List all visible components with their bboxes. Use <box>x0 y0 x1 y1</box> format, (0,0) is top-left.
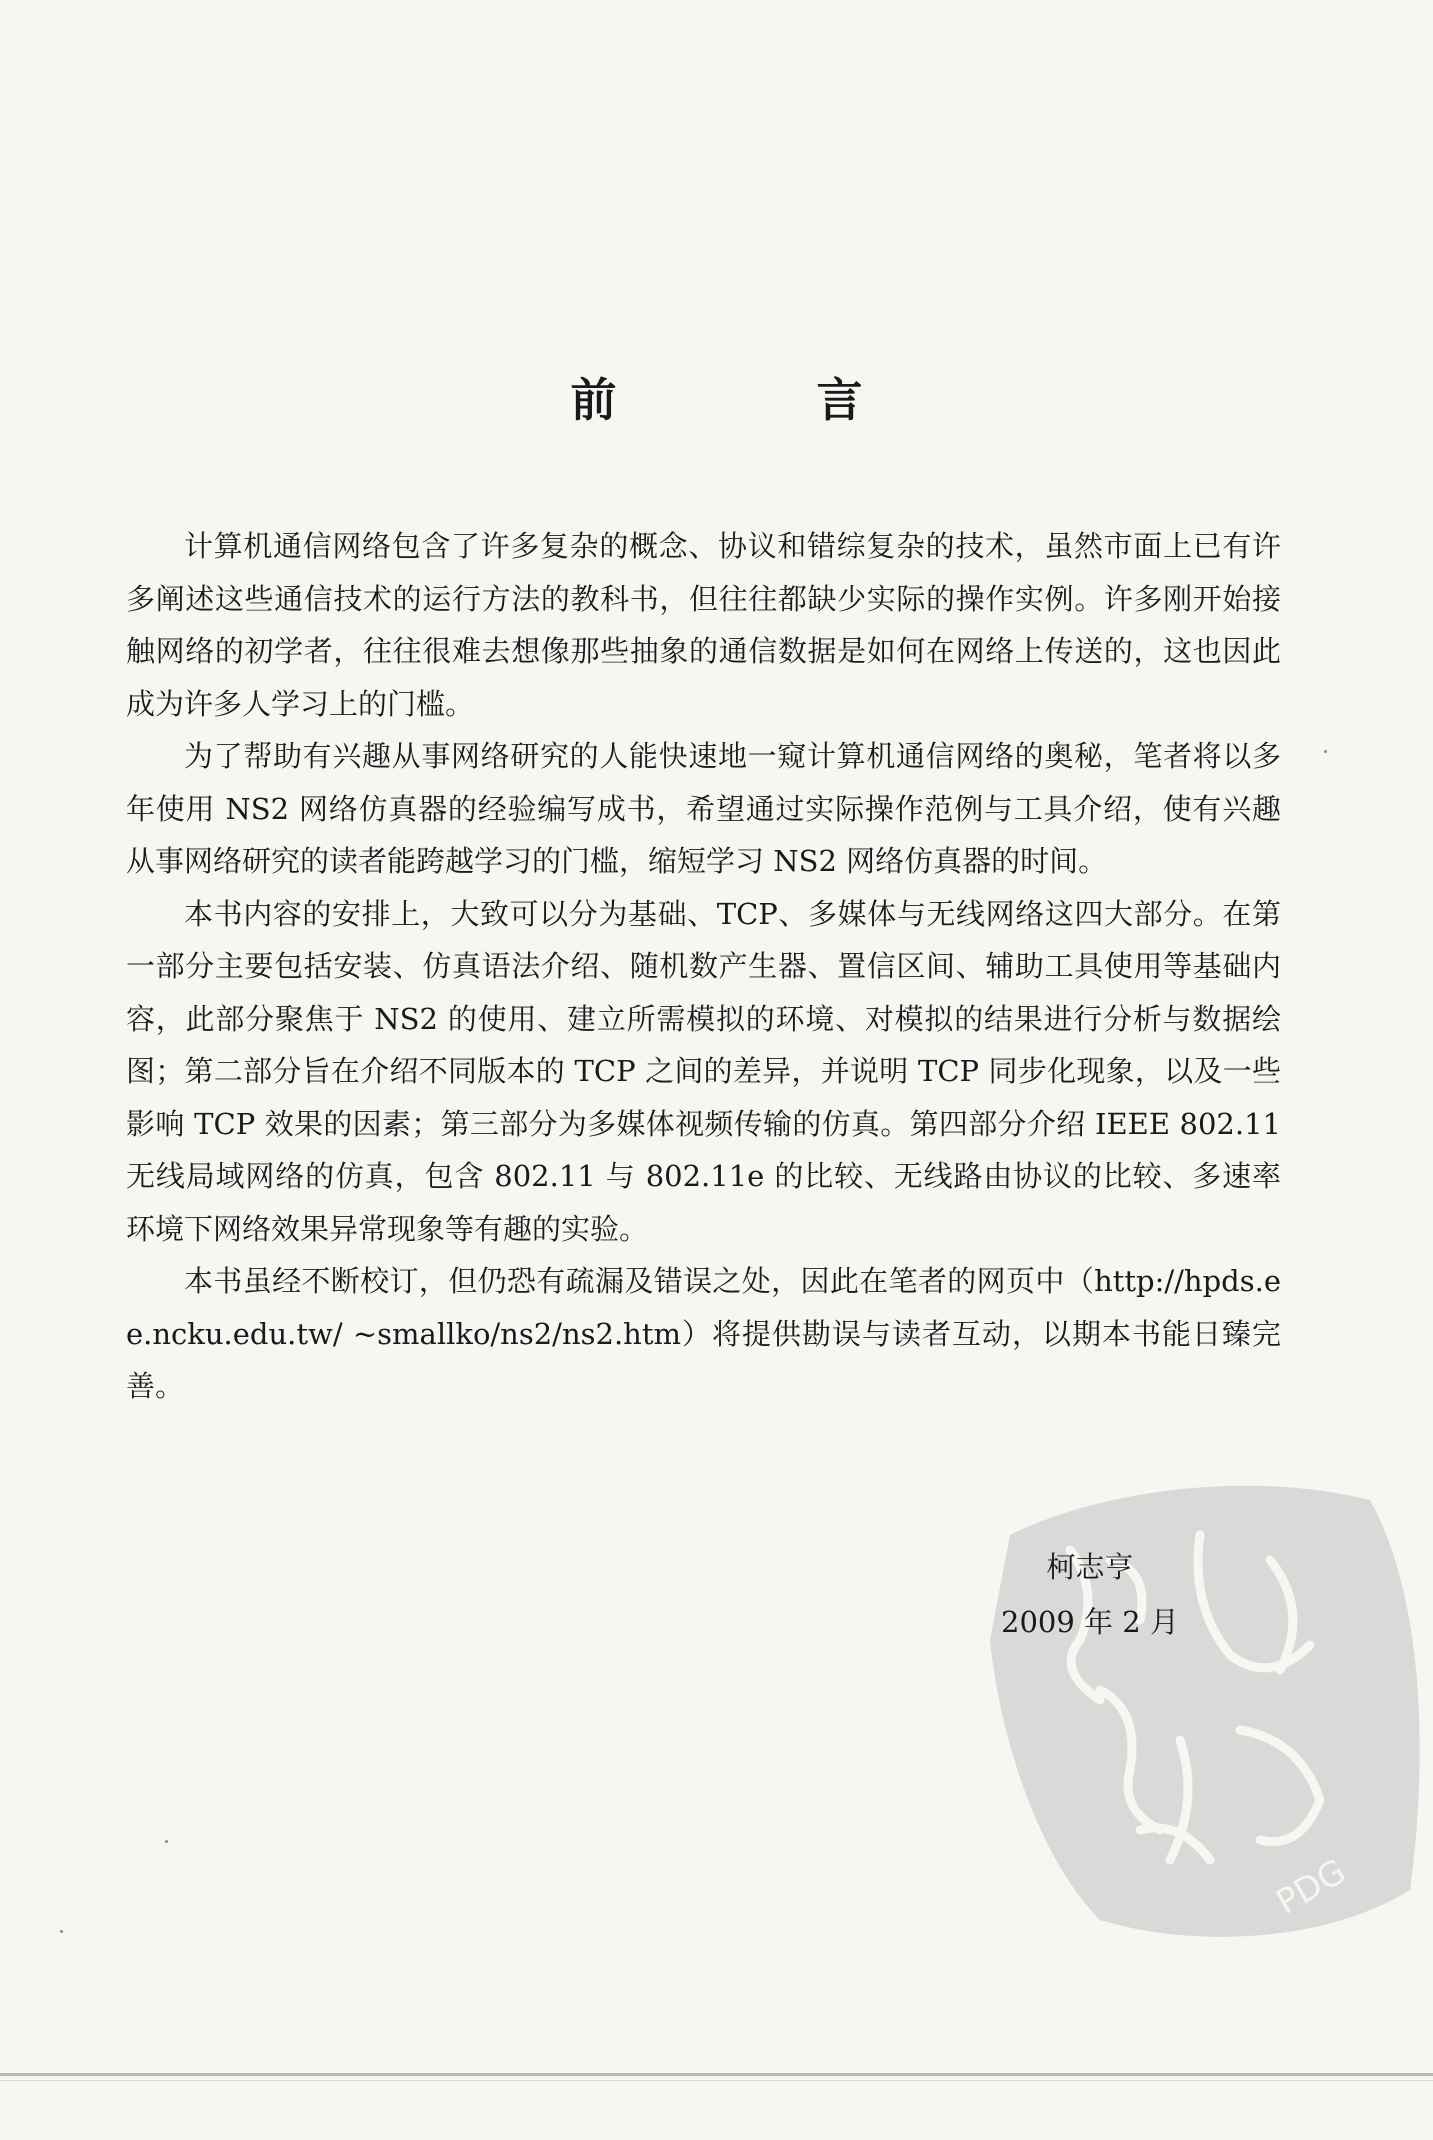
signature-block <box>940 1540 1240 1650</box>
paragraph-1: 计算机通信网络包含了许多复杂的概念、协议和错综复杂的技术，虽然市面上已有许多阐述这些通信技术的运行方法的教科书，但往往都缺少实际的操作实例。许多刚开始接触网络的初学者，往往很难去想像那些抽象的通信数据是如何在网络上传送的，这也因此成为许多人学习上的门槛。 <box>126 529 1281 721</box>
scan-speck <box>165 1840 168 1843</box>
author-name: 柯志亨 <box>1046 1550 1134 1584</box>
page-title: 前 言 <box>570 373 955 427</box>
paragraph-2: 为了帮助有兴趣从事网络研究的人能快速地一窥计算机通信网络的奥秘，笔者将以多年使用 NS2 网络仿真器的经验编写成书，希望通过实际操作范例与工具介绍，使有兴趣从事网络研究的读者能跨越学习的门槛，缩短学习 NS2 网络仿真器的时间。 <box>126 739 1281 878</box>
watermark-text: PDG <box>1269 1851 1353 1923</box>
scan-edge-line <box>0 2080 1433 2081</box>
paragraph-4: 本书虽经不断校订，但仍恐有疏漏及错误之处，因此在笔者的网页中（http://hpds.ee.ncku.edu.tw/ ~smallko/ns2/ns2.htm）将提供勘误与读者互动，以期本书能日臻完善。 <box>126 1264 1281 1403</box>
scan-speck <box>60 1930 63 1933</box>
scan-edge-line <box>0 2073 1433 2076</box>
signature-date: 2009 年 2 月 <box>1001 1605 1179 1639</box>
scan-speck <box>1324 750 1327 753</box>
watermark-stamp <box>950 1440 1430 1960</box>
paragraph-3: 本书内容的安排上，大致可以分为基础、TCP、多媒体与无线网络这四大部分。在第一部分主要包括安装、仿真语法介绍、随机数产生器、置信区间、辅助工具使用等基础内容，此部分聚焦于 NS2 的使用、建立所需模拟的环境、对模拟的结果进行分析与数据绘图；第二部分旨在介绍不同版本的 TCP 之间的差异，并说明 TCP 同步化现象，以及一些影响 TCP 效果的因素；第三部分为多媒体视频传输的仿真。第四部分介绍 IEEE 802.11 无线局域网络的仿真，包含 802.11 与 802.11e 的比较、无线路由协议的比较、多速率环境下网络效果异常现象等有趣的实验。 <box>126 896 1281 1246</box>
preface-body <box>126 520 1281 1413</box>
